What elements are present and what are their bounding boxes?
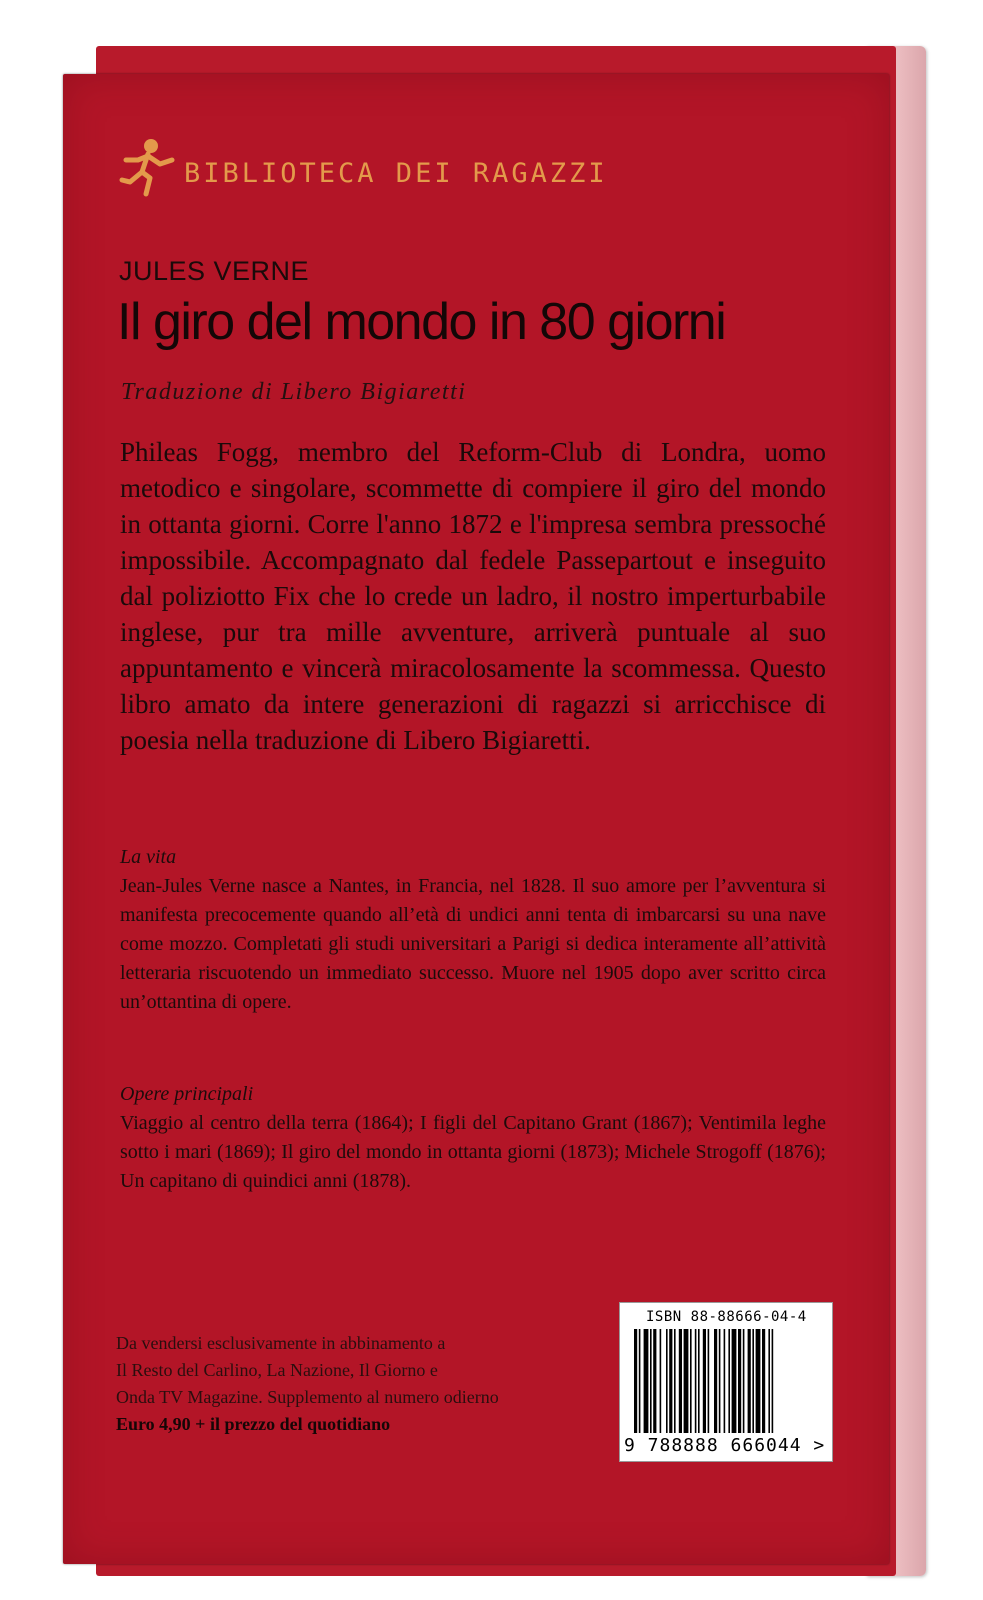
barcode-bar <box>634 1329 637 1433</box>
barcode-bar <box>743 1329 745 1433</box>
works-text: Viaggio al centro della terra (1864); I figli del Capitano Grant (1867); Ventimila leghe sotto i mari (1869); Il giro del mondo in ottanta giorni (1873); Michele Strogoff (1876); Un capitano di quindici anni (1878). <box>120 1112 826 1192</box>
barcode-bar <box>752 1329 754 1433</box>
barcode-bar <box>772 1329 774 1433</box>
sale-line-1: Da vendersi esclusivamente in abbinamento a <box>116 1333 446 1353</box>
barcode-bar <box>669 1329 672 1433</box>
ean-number: 9 788888 666044 > <box>624 1435 826 1456</box>
barcode-bar <box>674 1329 676 1433</box>
barcode-bar <box>695 1329 697 1433</box>
barcode-bar <box>644 1329 649 1433</box>
barcode-bar <box>756 1329 761 1433</box>
barcode-bar <box>732 1329 737 1433</box>
barcode-bar <box>762 1329 765 1433</box>
sale-notice <box>116 1330 586 1438</box>
price-line: Euro 4,90 + il prezzo del quotidiano <box>116 1414 391 1434</box>
life-heading: La vita <box>120 846 177 868</box>
barcode-bar <box>703 1329 706 1433</box>
isbn-number: ISBN 88-88666-04-4 <box>646 1309 807 1325</box>
book-title: Il giro del mondo in 80 giorni <box>117 293 726 351</box>
barcode-bar <box>719 1329 721 1433</box>
barcode-bar <box>690 1329 692 1433</box>
series-logo <box>118 138 608 198</box>
synopsis: Phileas Fogg, membro del Reform-Club di Londra, uomo metodico e singolare, scommette di compiere il giro del mondo in ottanta giorni. Corre l'anno 1872 e l'impresa sembra pressoché impossibile. Accompagnato dal fedele Passepartout e inseguito dal poliziotto Fix che lo crede un ladro, il nostro imperturbabile inglese, pur tra mille avventure, arriverà puntuale al suo appuntamento e vincerà miracolosamente la scommessa. Questo libro amato da intere generazioni di ragazzi si arricchisce di poesia nella traduzione di Libero Bigiaretti. <box>120 437 826 755</box>
barcode-bar <box>714 1329 717 1433</box>
barcode-bar <box>748 1329 751 1433</box>
barcode-bar <box>724 1329 726 1433</box>
barcode-bar <box>768 1329 770 1433</box>
series-name: BIBLIOTECA DEI RAGAZZI <box>184 157 608 189</box>
barcode-bar <box>728 1329 730 1433</box>
barcode-bar <box>653 1329 656 1433</box>
back-cover <box>63 74 889 1564</box>
running-figure-icon <box>118 138 180 198</box>
barcode-bars <box>634 1329 820 1433</box>
barcode-bar <box>684 1329 689 1433</box>
barcode-bar <box>708 1329 710 1433</box>
barcode-bar <box>666 1329 668 1433</box>
barcode-bar <box>698 1329 700 1433</box>
author-name: JULES VERNE <box>119 256 310 286</box>
barcode-label <box>619 1302 833 1462</box>
life-text: Jean-Jules Verne nasce a Nantes, in Francia, nel 1828. Il suo amore per l’avventura si manifesta precocemente quando all’età di undici anni tenta di imbarcarsi su una nave come mozzo. Completati gli studi universitari a Parigi si dedica interamente all’attività letteraria riscuotendo un immediato successo. Muore nel 1905 dopo aver scritto circa un’ottantina di opere. <box>120 875 826 1013</box>
works-heading: Opere principali <box>120 1083 254 1105</box>
barcode-bar <box>679 1329 682 1433</box>
works-section <box>120 1080 826 1196</box>
barcode-bar <box>639 1329 641 1433</box>
sale-line-2: Il Resto del Carlino, La Nazione, Il Giorno e <box>116 1360 438 1380</box>
barcode-bar <box>650 1329 652 1433</box>
sale-line-3: Onda TV Magazine. Supplemento al numero odierno <box>116 1387 499 1407</box>
life-section <box>120 843 826 1017</box>
barcode-bar <box>660 1329 662 1433</box>
barcode-bar <box>738 1329 741 1433</box>
translator-credit: Traduzione di Libero Bigiaretti <box>121 379 467 405</box>
